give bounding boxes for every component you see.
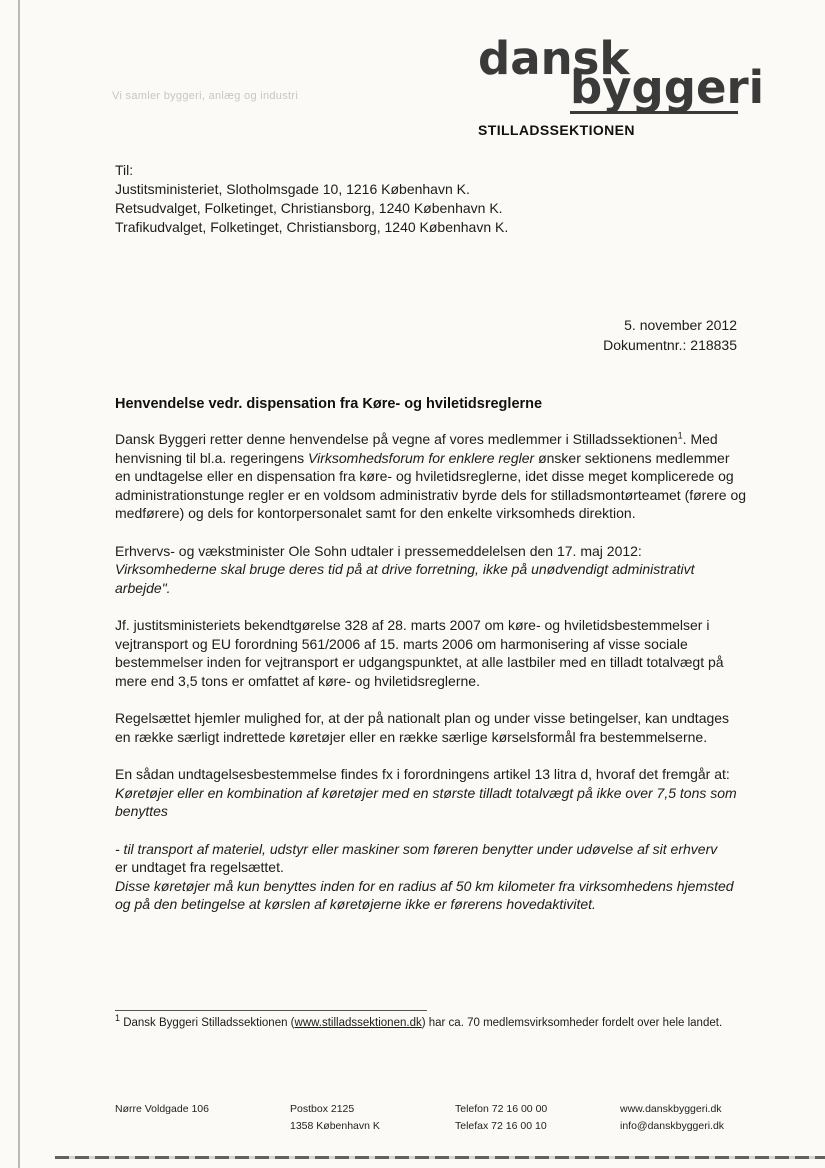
paragraph-5 xyxy=(115,765,747,821)
paragraph-3 xyxy=(115,616,747,690)
footnote-text: ) har ca. 70 medlemsvirksomheder fordelt over hele landet. xyxy=(421,1017,723,1029)
section-title: STILLADSSEKTIONEN xyxy=(478,122,635,138)
scan-edge-bottom xyxy=(55,1156,825,1159)
logo-word-dansk: dansk xyxy=(478,32,630,85)
paragraph-5-citation: Køretøjer eller en kombination af køretøjer med en største tilladt totalvægt på ikke over 7,5 tons som benyttes xyxy=(115,784,737,819)
recipient-block xyxy=(115,161,508,237)
logo-word-byggeri: byggeri xyxy=(570,61,765,114)
date-line: 5. november 2012 xyxy=(624,317,737,333)
paragraph-6-citation: - til transport af materiel, udstyr eller maskiner som føreren benytter under udøvelse af sit erhverv xyxy=(115,840,718,857)
paragraph-1-italic: Virksomhedsforum for enklere regler xyxy=(308,449,535,466)
footer-fax: Telefax 72 16 00 10 xyxy=(455,1120,547,1132)
paragraph-4-text: Regelsættet hjemler mulighed for, at der på nationalt plan og under visse betingelser, kan undtages en række særligt indrettede køretøjer eller en række særlige kørselsformål fra bestemmelserne. xyxy=(115,710,730,745)
paragraph-1-text: ønsker sektionens medlemmer en undtagelse eller en dispensation fra køre- og hviletidsreglerne, idet disse meget komplicerede og administrationstunge regler er en voldsom administrativ byrde dels for stilladsmontørteamet (førere og medførere) og dels for kontorpersonalet samt for den enkelte virksomheds direktion. xyxy=(115,449,747,521)
company-tagline: Vi samler byggeri, anlæg og industri xyxy=(112,90,299,102)
logo-underline xyxy=(570,61,765,114)
recipient-line: Retsudvalget, Folketinget, Christiansborg, 1240 København K. xyxy=(115,200,503,216)
footer-email: info@danskbyggeri.dk xyxy=(620,1120,725,1132)
footnote-marker: 1 xyxy=(115,1013,121,1024)
recipient-line: Justitsministeriet, Slotholmsgade 10, 1216 København K. xyxy=(115,181,470,197)
footer-address-column xyxy=(115,1101,209,1118)
paragraph-2-text: Erhvervs- og vækstminister Ole Sohn udtaler i pressemeddelelsen den 17. maj 2012: xyxy=(115,542,642,559)
footer-phone-column xyxy=(455,1101,547,1135)
footer-phone: Telefon 72 16 00 00 xyxy=(455,1103,548,1115)
paragraph-3-text: Jf. justitsministeriets bekendtgørelse 328 af 28. marts 2007 om køre- og hviletidsbestemmelser i vejtransport og EU forordning 561/2006 af 15. marts 2006 om harmonisering af visse sociale bestemmelser inden for vejtransport er udgangspunktet, at alle lastbiler med en tilladt totalvægt på mere end 3,5 tons er omfattet af køre- og hviletidsreglerne. xyxy=(115,617,724,689)
footnote-separator xyxy=(115,1010,427,1011)
footer-postbox: Postbox 2125 xyxy=(290,1103,355,1115)
paragraph-1-text: . Med henvisning til bl.a. regeringens xyxy=(115,431,718,466)
footnote-ref: 1 xyxy=(677,430,683,441)
paragraph-4 xyxy=(115,709,747,746)
paragraph-2 xyxy=(115,542,747,598)
recipient-line: Trafikudvalget, Folketinget, Christiansborg, 1240 København K. xyxy=(115,219,509,235)
paragraph-1 xyxy=(115,430,747,523)
paragraph-6-text: er undtaget fra regelsættet. xyxy=(115,859,284,875)
footer-address: Nørre Voldgade 106 xyxy=(115,1103,209,1115)
paragraph-6-citation: Disse køretøjer må kun benyttes inden for en radius af 50 km kilometer fra virksomhedens hjemsted og på den betingelse at kørslen af køretøjerne ikke er førerens hovedaktivitet. xyxy=(115,877,734,912)
paragraph-6 xyxy=(115,840,747,914)
recipient-label: Til: xyxy=(115,162,134,178)
paragraph-1-text: Dansk Byggeri retter denne henvendelse på vegne af vores medlemmer i Stilladssektionen xyxy=(115,431,678,447)
letter-heading: Henvendelse vedr. dispensation fra Køre- og hviletidsreglerne xyxy=(115,396,543,412)
footer-web-column xyxy=(620,1101,724,1135)
footer-postbox-column xyxy=(290,1101,380,1135)
document-meta xyxy=(603,316,737,355)
letter-body xyxy=(115,430,747,933)
footer-website: www.danskbyggeri.dk xyxy=(620,1103,722,1115)
company-logo xyxy=(478,32,765,114)
paragraph-2-quote: Virksomhederne skal bruge deres tid på at drive forretning, ikke på unødvendigt administrativt arbejde". xyxy=(115,561,695,596)
footer-city: 1358 København K xyxy=(290,1120,380,1132)
footnote xyxy=(115,1013,767,1032)
scan-edge-left xyxy=(18,0,20,1168)
footnote-text: Dansk Byggeri Stilladssektionen ( xyxy=(120,1017,295,1029)
paragraph-5-text: En sådan undtagelsesbestemmelse findes fx i forordningens artikel 13 litra d, hvoraf det fremgår at: xyxy=(115,766,730,782)
footnote-link[interactable]: www.stilladssektionen.dk xyxy=(294,1017,422,1029)
docnr-line: Dokumentnr.: 218835 xyxy=(603,336,737,353)
